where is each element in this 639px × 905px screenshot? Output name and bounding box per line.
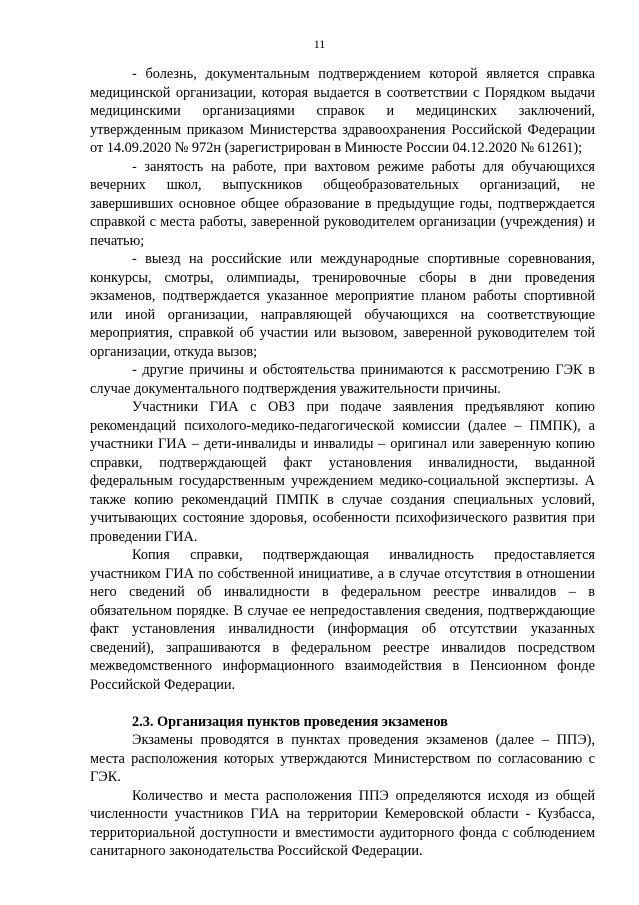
document-body bbox=[90, 65, 595, 861]
paragraph-ovz-participants: Участники ГИА с ОВЗ при подаче заявления предъявляют копию рекомендаций психолого-медико-педагогической комиссии (далее – ПМПК), а участники ГИА – дети-инвалиды и инвалиды – оригинал или заверенную копию справки, подтверждающей факт установления инвалидности, выданной федеральным государственным учреждением медико-социальной экспертизы. А также копию рекомендаций ПМПК в случае создания специальных условий, учитывающих состояние здоровья, особенности психофизического развития при проведении ГИА. bbox=[90, 399, 595, 545]
paragraph-illness: - болезнь, документальным подтверждением которой является справка медицинской организации, которая выдается в соответствии с Порядком выдачи медицинскими организациями справок и медицинских заключений, утвержденным приказом Министерства здравоохранения Российской Федерации от 14.09.2020 № 972н (зарегистрирован в Минюсте России 04.12.2020 № 61261); bbox=[90, 66, 595, 156]
paragraph-other-reasons: - другие причины и обстоятельства принимаются к рассмотрению ГЭК в случае документального подтверждения уважительности причины. bbox=[90, 362, 595, 397]
paragraph-ppe-count: Количество и места расположения ППЭ определяются исходя из общей численности участников ГИА на территории Кемеровской области - Кузбасса, территориальной доступности и вместимости аудиторного фонда с соблюдением санитарного законодательства Российской Федерации. bbox=[90, 787, 595, 859]
paragraph-sports: - выезд на российские или международные спортивные соревнования, конкурсы, смотры, олимпиады, тренировочные сборы в дни проведения экзаменов, подтверждается указанное мероприятие планом работы спортивной или иной организации, направляющей обучающихся на соответствующие мероприятия, справкой об участии или вызовом, заверенной руководителем той организации, откуда вызов; bbox=[90, 251, 595, 360]
section-heading: 2.3. Организация пунктов проведения экзаменов bbox=[132, 713, 448, 730]
paragraph-exam-points: Экзамены проводятся в пунктах проведения экзаменов (далее – ППЭ), места расположения которых утверждаются Министерством по согласованию с ГЭК. bbox=[90, 732, 595, 785]
paragraph-disability-certificate: Копия справки, подтверждающая инвалидность предоставляется участником ГИА по собственной инициативе, а в случае отсутствия в отношении него сведений об инвалидности в федеральном реестре инвалидов – в обязательном порядке. В случае ее непредоставления сведения, подтверждающие факт установления инвалидности (информация об отсутствии указанных сведений), запрашиваются в федеральном реестре инвалидов посредством межведомственного информационного взаимодействия в Пенсионном фонде Российской Федерации. bbox=[90, 547, 595, 693]
page-number: 11 bbox=[313, 37, 326, 51]
paragraph-work: - занятость на работе, при вахтовом режиме работы для обучающихся вечерних школ, выпускников общеобразовательных организаций, не завершивших основное общее образование в предыдущие годы, подтверждается справкой с места работы, заверенной руководителем организации (учреждения) и печатью; bbox=[90, 158, 595, 249]
